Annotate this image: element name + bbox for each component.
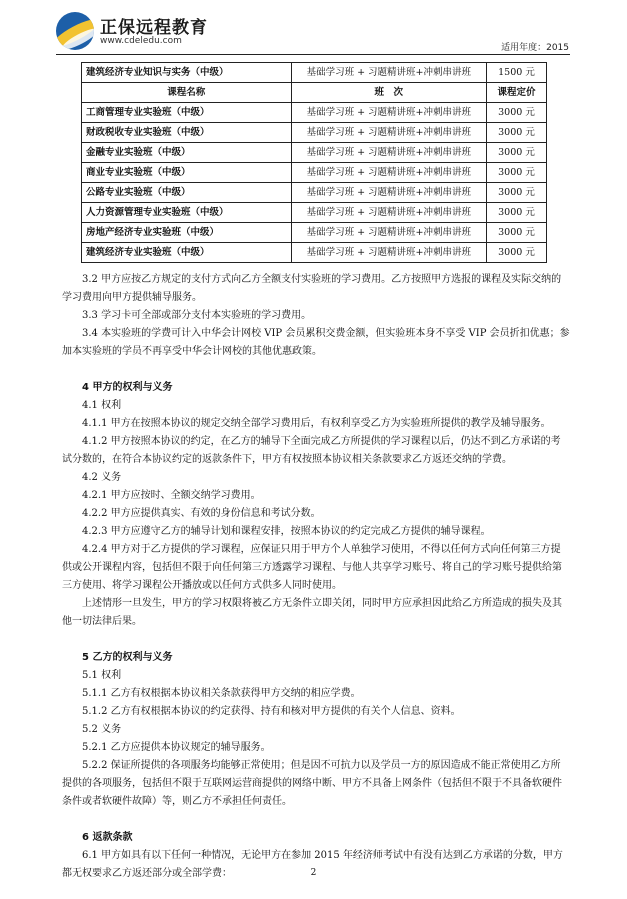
clause-5-1: 5.1 权利: [82, 670, 122, 681]
class-cell: 基础学习班 + 习题精讲班+冲刺串讲班: [291, 123, 486, 143]
clause-5-1-1: 5.1.1 乙方有权根据本协议相关条款获得甲方交纳的相应学费。: [82, 688, 361, 699]
table-row: [82, 143, 547, 163]
clause-5-2: 5.2 义务: [82, 724, 122, 735]
class-cell: 基础学习班 + 习题精讲班+冲刺串讲班: [291, 183, 486, 203]
course-name-cell: 财政税收专业实验班（中级）: [82, 123, 292, 143]
clause-3-4: 3.4 本实验班的学费可计入中华会计网校 VIP 会员累积交费金额，但实验班本身不享受 VIP 会员折扣优惠；参加本实验班的学员不再享受中华会计网校的其他优惠政策。: [62, 328, 570, 357]
clause-3-2: 3.2 甲方应按乙方规定的支付方式向乙方全额支付实验班的学习费用。乙方按照甲方选报的课程及实际交纳的学习费用向甲方提供辅导服务。: [62, 274, 562, 303]
section-4-heading: 4 甲方的权利与义务: [82, 382, 173, 393]
price-cell: 3000 元: [486, 223, 546, 243]
price-cell: 3000 元: [486, 163, 546, 183]
course-table: [81, 62, 547, 263]
clause-5-2-1: 5.2.1 乙方应提供本协议规定的辅导服务。: [82, 742, 271, 753]
table-row: [82, 123, 547, 143]
clause-4-2-1: 4.2.1 甲方应按时、全额交纳学习费用。: [82, 490, 261, 501]
class-cell: 基础学习班 + 习题精讲班+冲刺串讲班: [291, 223, 486, 243]
page-number: 2: [310, 868, 317, 878]
price-cell: 3000 元: [486, 123, 546, 143]
table-row: [82, 243, 547, 263]
course-name-cell: 人力资源管理专业实验班（中级）: [82, 203, 292, 223]
table-row: [82, 203, 547, 223]
price-cell: 3000 元: [486, 243, 546, 263]
clause-5-1-2: 5.1.2 乙方有权根据本协议的约定获得、持有和核对甲方提供的有关个人信息、资料。: [82, 706, 461, 717]
clause-4-2-4: 4.2.4 甲方对于乙方提供的学习课程，应保证只用于甲方个人单独学习使用，不得以任何方式向任何第三方提供或公开课程内容，包括但不限于向任何第三方透露学习课程、与他人共享学习账号、将自己的学习账号提供给第三方使用、将学习课程公开播放或以任何方式供多人同时使用。: [62, 544, 562, 591]
clause-5-2-2: 5.2.2 保证所提供的各项服务均能够正常使用；但是因不可抗力以及学员一方的原因造成不能正常使用乙方所提供的各项服务，包括但不限于互联网运营商提供的网络中断、甲方不具备上网条件（包括但不限于不具备软硬件条件或者软硬件故障）等，则乙方不承担任何责任。: [62, 760, 562, 807]
clause-4-2-note: 上述情形一旦发生，甲方的学习权限将被乙方无条件立即关闭，同时甲方应承担因此给乙方所造成的损失及其他一切法律后果。: [62, 598, 562, 627]
clause-4-1-2: 4.1.2 甲方按照本协议的约定，在乙方的辅导下全面完成乙方所提供的学习课程以后，仍达不到乙方承诺的考试分数的，在符合本协议约定的返款条件下，甲方有权按照本协议相关条款要求乙方返还交纳的学费。: [62, 436, 561, 465]
table-row: [82, 223, 547, 243]
header-class: 班 次: [291, 83, 486, 103]
section-6-heading: 6 返款条款: [82, 832, 133, 843]
table-row: [82, 63, 547, 83]
clause-4-2: 4.2 义务: [82, 472, 122, 483]
page-header: [0, 0, 627, 58]
price-cell: 1500 元: [486, 63, 546, 83]
table-row: [82, 163, 547, 183]
clause-4-1: 4.1 权利: [82, 400, 122, 411]
clause-3-3: 3.3 学习卡可全部或部分支付本实验班的学习费用。: [82, 310, 312, 321]
table-header-row: [82, 83, 547, 103]
class-cell: 基础学习班 + 习题精讲班+冲刺串讲班: [291, 163, 486, 183]
class-cell: 基础学习班 + 习题精讲班+冲刺串讲班: [291, 63, 486, 83]
course-name-cell: 公路专业实验班（中级）: [82, 183, 292, 203]
class-cell: 基础学习班 + 习题精讲班+冲刺串讲班: [291, 143, 486, 163]
course-name-cell: 房地产经济专业实验班（中级）: [82, 223, 292, 243]
class-cell: 基础学习班 + 习题精讲班+冲刺串讲班: [291, 103, 486, 123]
price-cell: 3000 元: [486, 203, 546, 223]
header-course-name: 课程名称: [82, 83, 292, 103]
price-cell: 3000 元: [486, 103, 546, 123]
clause-6-1: 6.1 甲方如具有以下任何一种情况，无论甲方在参加 2015 年经济师考试中有没有达到乙方承诺的分数，甲方都无权要求乙方返还部分或全部学费：: [62, 850, 563, 879]
course-name-cell: 建筑经济专业实验班（中级）: [82, 243, 292, 263]
course-name-cell: 工商管理专业实验班（中级）: [82, 103, 292, 123]
section-5-heading: 5 乙方的权利与义务: [82, 652, 173, 663]
header-divider: [56, 54, 570, 55]
brand-name: 正保远程教育: [100, 18, 208, 38]
course-name-cell: 金融专业实验班（中级）: [82, 143, 292, 163]
document-body: [62, 271, 570, 883]
class-cell: 基础学习班 + 习题精讲班+冲刺串讲班: [291, 243, 486, 263]
course-name-cell: 商业专业实验班（中级）: [82, 163, 292, 183]
price-cell: 3000 元: [486, 183, 546, 203]
course-name-cell: 建筑经济专业知识与实务（中级）: [82, 63, 292, 83]
logo-icon: [56, 12, 94, 50]
year-label: 适用年度：2015: [501, 43, 569, 53]
table-row: [82, 183, 547, 203]
clause-4-2-2: 4.2.2 甲方应提供真实、有效的身份信息和考试分数。: [82, 508, 321, 519]
table-row: [82, 103, 547, 123]
clause-4-2-3: 4.2.3 甲方应遵守乙方的辅导计划和课程安排，按照本协议的约定完成乙方提供的辅导课程。: [82, 526, 491, 537]
class-cell: 基础学习班 + 习题精讲班+冲刺串讲班: [291, 203, 486, 223]
brand-url: www.cdeledu.com: [100, 36, 182, 46]
price-cell: 3000 元: [486, 143, 546, 163]
clause-4-1-1: 4.1.1 甲方在按照本协议的规定交纳全部学习费用后，有权利享受乙方为实验班所提供的教学及辅导服务。: [82, 418, 551, 429]
header-price: 课程定价: [486, 83, 546, 103]
